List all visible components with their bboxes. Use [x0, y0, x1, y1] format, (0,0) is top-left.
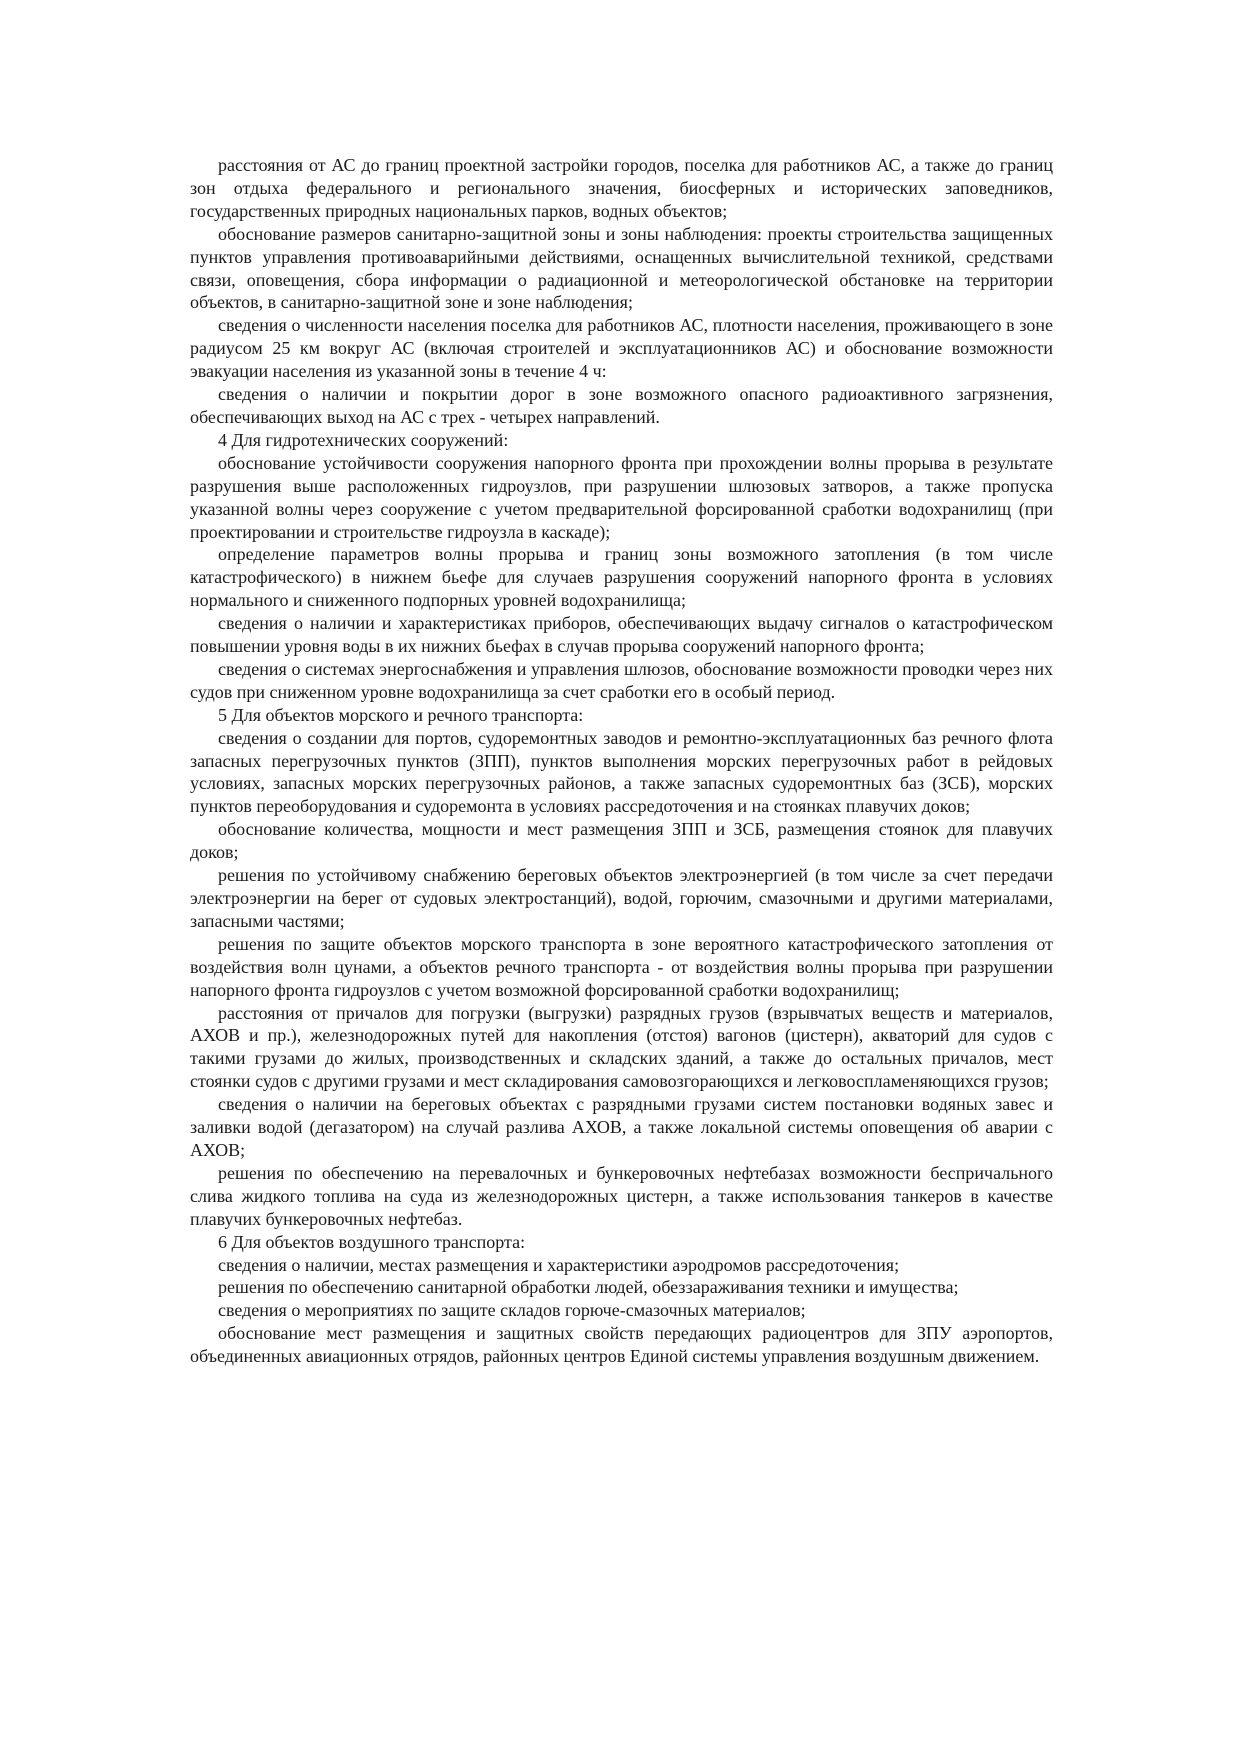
paragraph: сведения о наличии, местах размещения и характеристики аэродромов рассредоточения; [218, 1254, 900, 1275]
paragraph: решения по обеспечению на перевалочных и бункеровочных нефтебазах возможности беспричального слива жидкого топлива на суда из железнодорожных цистерн, а также использования танкеров в качестве плавучих бункеровочных нефтебаз. [190, 1162, 1053, 1229]
section-heading: 4 Для гидротехнических сооружений: [218, 429, 509, 450]
paragraph: решения по обеспечению санитарной обработки людей, обеззараживания техники и имущества; [218, 1277, 959, 1298]
paragraph: сведения о наличии и покрытии дорог в зоне возможного опасного радиоактивного загрязнения, обеспечивающих выход на АС с трех - четырех направлений. [190, 384, 1053, 427]
document-page [190, 154, 1053, 1368]
section-heading: 5 Для объектов морского и речного транспорта: [218, 704, 584, 725]
paragraph: обоснование размеров санитарно-защитной зоны и зоны наблюдения: проекты строительства защищенных пунктов управления противоаварийными действиями, оснащенных вычислительной техникой, средствами связи, оповещения, сбора информации о радиационной и метеорологической обстановке на территории объектов, в санитарно-защитной зоне и зоне наблюдения; [190, 223, 1053, 313]
section-heading: 6 Для объектов воздушного транспорта: [218, 1231, 526, 1252]
paragraph: сведения о наличии на береговых объектах с разрядными грузами систем постановки водяных завес и заливки водой (дегазатором) на случай разлива АХОВ, а также локальной системы оповещения об аварии с АХОВ; [190, 1094, 1053, 1160]
paragraph: сведения о мероприятиях по защите складов горюче-смазочных материалов; [218, 1300, 806, 1321]
paragraph: расстояния от причалов для погрузки (выгрузки) разрядных грузов (взрывчатых веществ и материалов, АХОВ и пр.), железнодорожных путей для накопления (отстоя) вагонов (цистерн), акваторий для судов с такими грузами до жилых, производственных и складских зданий, а также до остальных причалов, мест стоянки судов с другими грузами и мест складирования самовозгорающихся и легковоспламеняющихся грузов; [190, 1002, 1053, 1092]
paragraph: обоснование устойчивости сооружения напорного фронта при прохождении волны прорыва в результате разрушения выше расположенных гидроузлов, при разрушении шлюзовых затворов, а также пропуска указанной волны через сооружение с учетом предварительной форсированной сработки водохранилищ (при проектировании и строительстве гидроузла в каскаде); [190, 452, 1053, 542]
paragraph: сведения о создании для портов, судоремонтных заводов и ремонтно-эксплуатационных баз речного флота запасных перегрузочных пунктов (ЗПП), пунктов выполнения морских перегрузочных работ в рейдовых условиях, запасных морских перегрузочных районов, а также запасных судоремонтных баз (ЗСБ), морских пунктов переоборудования и судоремонта в условиях рассредоточения и на стоянках плавучих доков; [190, 727, 1053, 817]
paragraph: сведения о наличии и характеристиках приборов, обеспечивающих выдачу сигналов о катастрофическом повышении уровня воды в их нижних бьефах в случав прорыва сооружений напорного фронта; [190, 613, 1053, 657]
paragraph: сведения о численности населения поселка для работников АС, плотности населения, проживающего в зоне радиусом 25 км вокруг АС (включая строителей и эксплуатационников АС) и обоснование возможности эвакуации населения из указанной зоны в течение 4 ч: [190, 315, 1053, 382]
paragraph: определение параметров волны прорыва и границ зоны возможного затопления (в том числе катастрофического) в нижнем бьефе для случаев разрушения сооружений напорного фронта в условиях нормального и сниженного подпорных уровней водохранилища; [190, 544, 1053, 611]
paragraph: сведения о системах энергоснабжения и управления шлюзов, обоснование возможности проводки через них судов при сниженном уровне водохранилища за счет сработки его в особый период. [190, 658, 1053, 702]
paragraph: обоснование количества, мощности и мест размещения ЗПП и ЗСБ, размещения стоянок для плавучих доков; [190, 819, 1053, 863]
paragraph: расстояния от АС до границ проектной застройки городов, поселка для работников АС, а также до границ зон отдыха федерального и регионального значения, биосферных и исторических заповедников, государственных природных национальных парков, водных объектов; [190, 155, 1053, 221]
paragraph: решения по устойчивому снабжению береговых объектов электроэнергией (в том числе за счет передачи электроэнергии на берег от судовых электростанций), водой, горючим, смазочными и другими материалами, запасными частями; [190, 865, 1053, 931]
paragraph: решения по защите объектов морского транспорта в зоне вероятного катастрофического затопления от воздействия волн цунами, а объектов речного транспорта - от воздействия волны прорыва при разрушении напорного фронта гидроузлов с учетом возможной форсированной сработки водохранилищ; [190, 933, 1053, 1000]
paragraph: обоснование мест размещения и защитных свойств передающих радиоцентров для ЗПУ аэропортов, объединенных авиационных отрядов, районных центров Единой системы управления воздушным движением. [190, 1323, 1053, 1367]
